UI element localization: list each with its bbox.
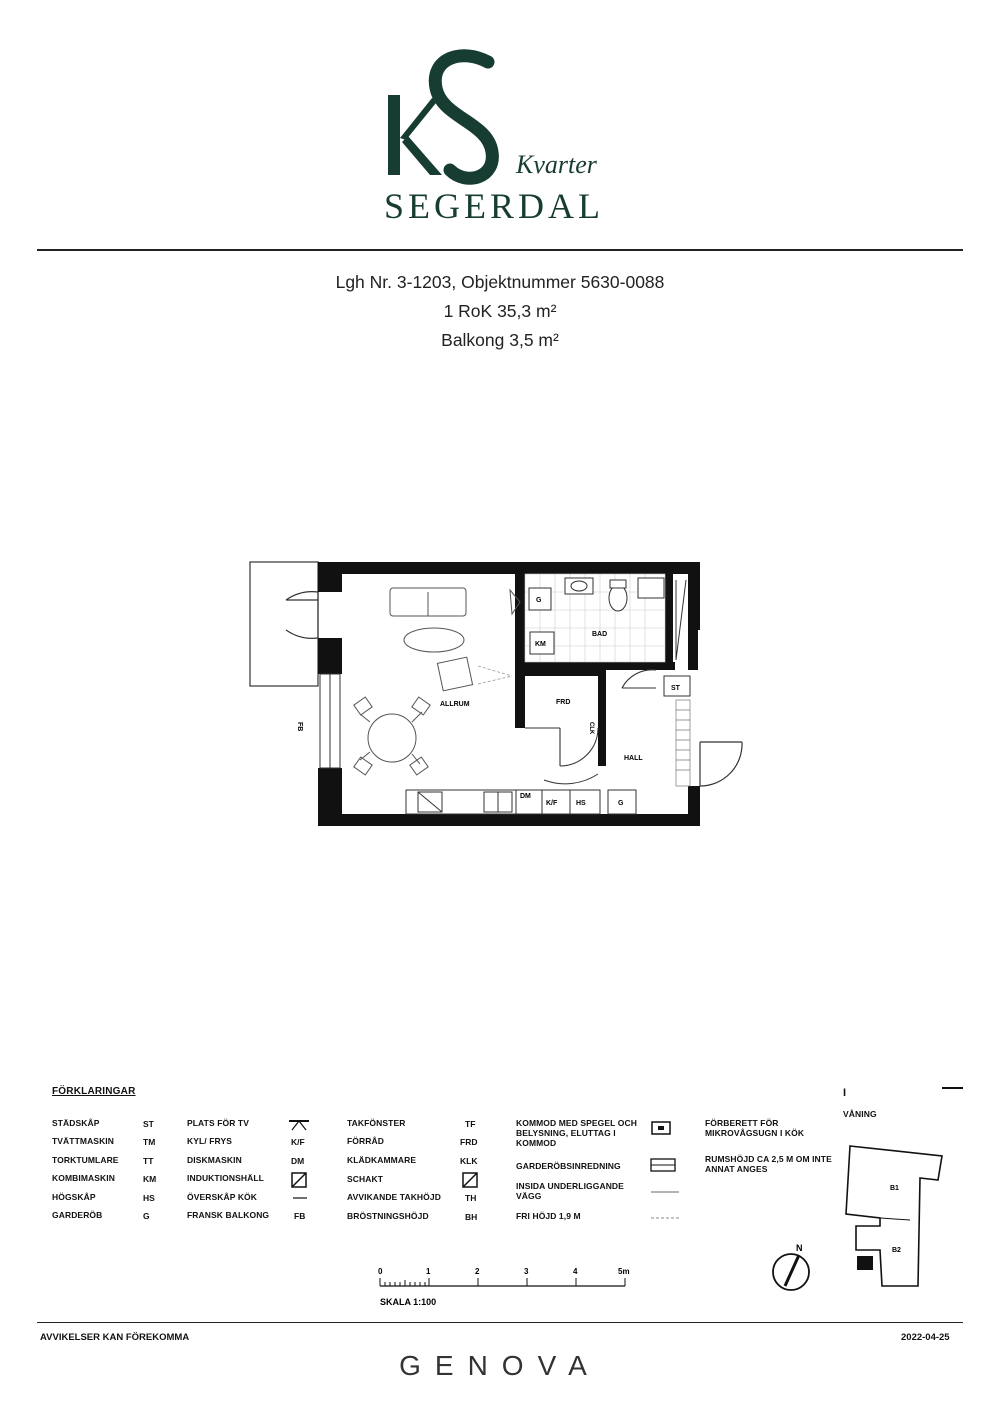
scale-tick: 3: [524, 1267, 529, 1276]
legend-item: PLATS FÖR TV: [187, 1118, 249, 1128]
label-st: ST: [671, 685, 680, 692]
legend-item: KYL/ FRYS: [187, 1136, 232, 1146]
legend-item: KLÄDKAMMARE: [347, 1155, 417, 1165]
legend-item: KOMBIMASKIN: [52, 1173, 115, 1183]
block-b1: B1: [890, 1185, 899, 1192]
compass-n: N: [796, 1243, 803, 1253]
shaft-icon: [462, 1172, 478, 1188]
legend-item: FRANSK BALKONG: [187, 1210, 270, 1220]
legend-item: GARDERÖB: [52, 1210, 103, 1220]
label-hs: HS: [576, 800, 586, 807]
label-clk: CLK: [588, 722, 594, 735]
upper-cabinet-line-icon: [292, 1193, 308, 1203]
floor-roman-numeral: I: [843, 1087, 847, 1099]
legend-code: DM: [291, 1156, 305, 1166]
balcony: [250, 562, 318, 686]
french-balcony-window: [320, 674, 340, 768]
armchair: [437, 657, 472, 691]
legend-code: G: [143, 1211, 150, 1221]
scale-tick: 5m: [618, 1267, 630, 1276]
room-frd: FRD: [556, 699, 571, 706]
scale-tick: 0: [378, 1267, 383, 1276]
vanity-mirror-icon: [651, 1121, 671, 1135]
label-km: KM: [535, 641, 546, 648]
dining-table: [354, 697, 430, 775]
legend-item: TVÄTTMASKIN: [52, 1136, 115, 1146]
entrance-door: [700, 742, 742, 786]
logo-s-curve: [435, 56, 492, 178]
label-kf: K/F: [546, 800, 558, 807]
kvarter-segerdal-logo: [370, 40, 630, 225]
legend-item: STÄDSKÅP: [52, 1118, 100, 1128]
legend-code: TH: [465, 1193, 477, 1203]
footer-divider: [37, 1322, 963, 1323]
legend-code: TF: [465, 1119, 476, 1129]
scale-label: SKALA 1:100: [380, 1297, 437, 1307]
plan-date: 2022-04-25: [901, 1332, 950, 1343]
legend-item: FÖRRÅD: [347, 1136, 384, 1146]
scale-tick: 2: [475, 1267, 480, 1276]
legend-item: KOMMOD MED SPEGEL OCH BELYSNING, ELUTTAG I KOMMOD: [516, 1118, 637, 1148]
underlying-wall-line-icon: [650, 1188, 680, 1196]
floor-dash: [942, 1087, 963, 1089]
legend-title: FÖRKLARINGAR: [52, 1086, 136, 1097]
label-g2: G: [618, 800, 624, 807]
induction-hob-icon: [291, 1172, 307, 1188]
balcony-size: Balkong 3,5 m²: [441, 330, 559, 350]
bathroom-door: [622, 670, 656, 688]
genova-logo-text: GENOVA: [399, 1350, 601, 1381]
wardrobe-fittings-icon: [650, 1158, 676, 1172]
legend-code: BH: [465, 1212, 478, 1222]
rug: [404, 628, 464, 652]
legend-item: FÖRBERETT FÖR MIKROVÅGSUGN I KÖK: [705, 1118, 805, 1138]
north-arrow-icon: [768, 1240, 814, 1294]
kitchen-doorway-arc: [544, 774, 598, 784]
legend-item: HÖGSKÅP: [52, 1192, 96, 1202]
legend-item: INDUKTIONSHÄLL: [187, 1173, 264, 1183]
room-bad: BAD: [592, 631, 608, 638]
legend-code: HS: [143, 1193, 155, 1203]
tv-symbol-icon: [288, 1119, 310, 1131]
legend-code: FRD: [460, 1137, 478, 1147]
fb-label: FB: [296, 722, 303, 732]
apartment-size: 1 RoK 35,3 m²: [443, 301, 557, 321]
wardrobe-hall: [676, 700, 690, 786]
apartment-marker: [857, 1256, 873, 1270]
legend-item: AVVIKANDE TAKHÖJD: [347, 1192, 441, 1202]
legend-code: FB: [294, 1211, 306, 1221]
tv-view-lines: [478, 666, 512, 684]
building-key-plan: [840, 1140, 945, 1290]
legend-code: KLK: [460, 1156, 478, 1166]
legend-item: INSIDA UNDERLIGGANDE VÄGG: [516, 1181, 624, 1201]
label-dm: DM: [520, 793, 531, 800]
scale-tick: 4: [573, 1267, 578, 1276]
scale-bar: [372, 1262, 636, 1312]
legend-code: K/F: [291, 1137, 305, 1147]
legend-item: BRÖSTNINGSHÖJD: [347, 1211, 429, 1221]
free-height-dashed-icon: [650, 1214, 680, 1222]
logo-k-arm-upper: [400, 98, 440, 140]
floor-plan: [230, 550, 770, 840]
disclaimer: AVVIKELSER KAN FÖREKOMMA: [40, 1332, 190, 1343]
block-b2: B2: [892, 1247, 901, 1254]
legend-item: TAKFÖNSTER: [347, 1118, 406, 1128]
legend-item: GARDERÖBSINREDNING: [516, 1161, 621, 1171]
legend-item: SCHAKT: [347, 1174, 384, 1184]
sofa: [390, 588, 466, 616]
logo-kvarter-text: Kvarter: [516, 150, 597, 179]
scale-tick: 1: [426, 1267, 431, 1276]
legend-item: ÖVERSKÅP KÖK: [187, 1192, 258, 1202]
outer-walls: [318, 562, 700, 826]
logo-k-arm-lower: [402, 136, 442, 175]
legend-item: DISKMASKIN: [187, 1155, 242, 1165]
legend-code: TM: [143, 1137, 156, 1147]
logo-k-stem: [388, 95, 400, 175]
header-divider: [37, 249, 963, 251]
legend-code: KM: [143, 1174, 157, 1184]
floor-label: VÅNING: [843, 1109, 877, 1119]
legend-item: FRI HÖJD 1,9 M: [516, 1211, 581, 1221]
legend-code: ST: [143, 1119, 154, 1129]
legend-item: TORKTUMLARE: [52, 1155, 119, 1165]
apartment-number: Lgh Nr. 3-1203, Objektnummer 5630-0088: [335, 272, 665, 292]
legend-item: RUMSHÖJD CA 2,5 M OM INTE ANNAT ANGES: [705, 1154, 832, 1174]
room-allrum: ALLRUM: [440, 701, 470, 708]
logo-segerdal-text: SEGERDAL: [384, 186, 604, 225]
label-g1: G: [536, 597, 542, 604]
balcony-door: [286, 592, 318, 639]
legend-code: TT: [143, 1156, 154, 1166]
storage-door: [525, 728, 598, 766]
room-hall: HALL: [624, 755, 643, 762]
